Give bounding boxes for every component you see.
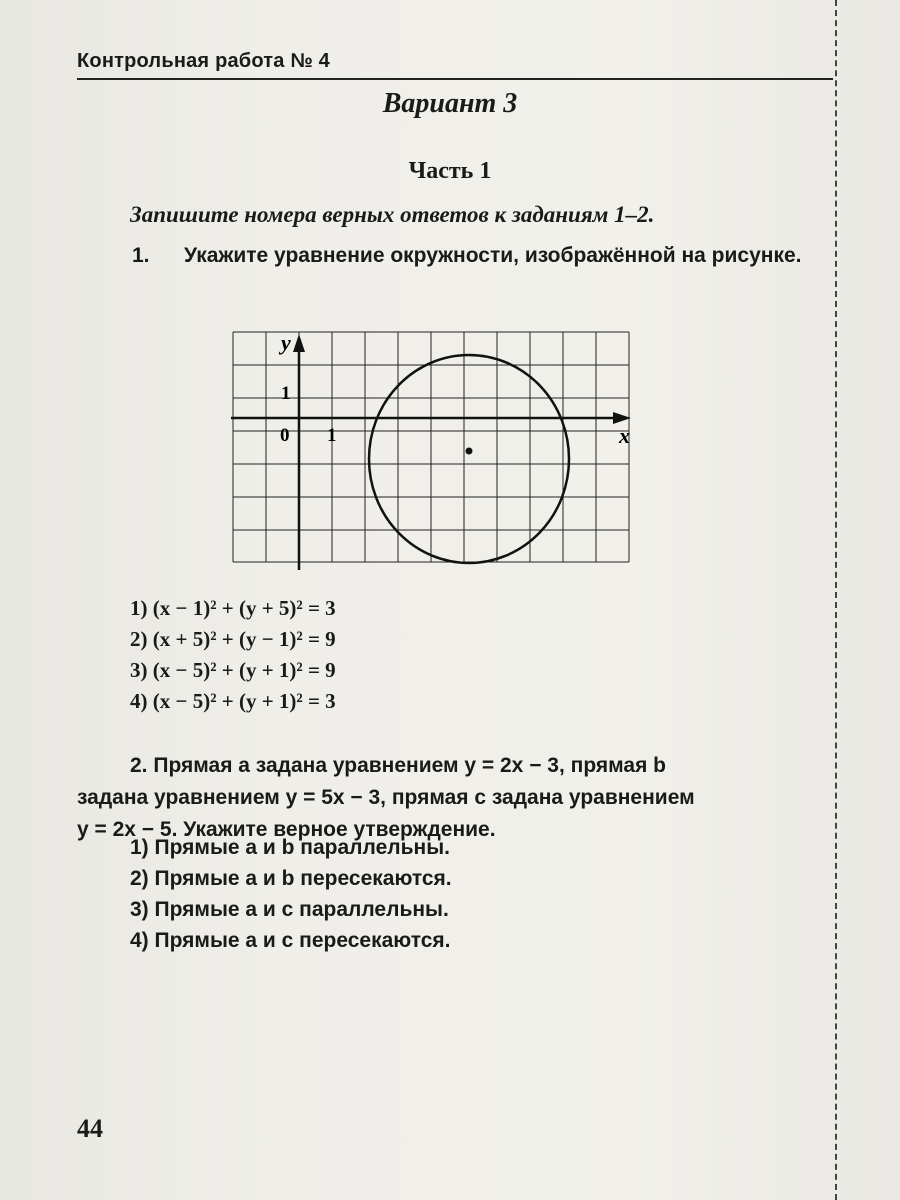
page-number: 44: [77, 1114, 103, 1143]
unit-x-label: 1: [327, 425, 337, 446]
y-axis-label: y: [281, 330, 291, 355]
task-1: [77, 240, 833, 272]
answer-option: 2) (x + 5)² + (y − 1)² = 9: [130, 627, 336, 651]
answer-option: 3) (x − 5)² + (y + 1)² = 9: [130, 658, 336, 682]
circle: [369, 355, 569, 563]
task-2-number: 2.: [130, 754, 148, 777]
answer-option: 4) (x − 5)² + (y + 1)² = 3: [130, 689, 336, 713]
task-1-answers: [130, 593, 336, 717]
task-2-options: [130, 832, 452, 956]
task-1-number: 1.: [132, 244, 150, 267]
variant-title: Вариант 3: [382, 88, 518, 119]
statement-option: 2) Прямые a и b пересекаются.: [130, 867, 452, 890]
instruction-text: Запишите номера верных ответов к заданиям 1–2.: [130, 202, 655, 227]
task-2-line-3: y = 2x − 5. Укажите верное утверждение.: [77, 818, 496, 841]
statement-option: 4) Прямые a и c пересекаются.: [130, 929, 451, 952]
origin-label: 0: [280, 425, 290, 446]
part-title: Часть 1: [408, 158, 492, 184]
task-2-line-1: [77, 750, 833, 782]
x-axis-label: x: [619, 423, 630, 448]
circle-graph: [231, 330, 631, 580]
circle-center: [466, 448, 473, 455]
statement-option: 1) Прямые a и b параллельны.: [130, 836, 450, 859]
task-2-text-1: Прямая a задана уравнением y = 2x − 3, прямая b: [153, 754, 666, 777]
answer-option: 1) (x − 1)² + (y + 5)² = 3: [130, 596, 336, 620]
statement-option: 3) Прямые a и c параллельны.: [130, 898, 449, 921]
task-1-text: Укажите уравнение окружности, изображённой на рисунке.: [184, 244, 802, 267]
y-axis-arrow: [293, 334, 305, 352]
header-title: Контрольная работа № 4: [77, 50, 330, 72]
page-header: [77, 48, 833, 80]
unit-y-label: 1: [281, 383, 291, 404]
task-2-line-2: задана уравнением y = 5x − 3, прямая c задана уравнением: [77, 786, 695, 809]
